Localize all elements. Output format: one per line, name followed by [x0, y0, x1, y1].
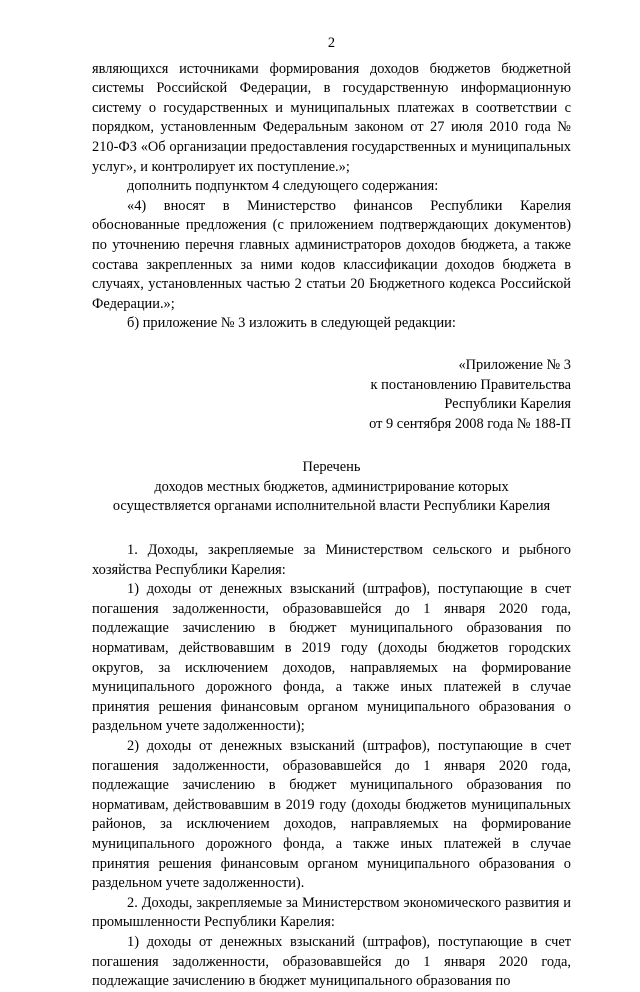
intro-paragraph-1: являющихся источниками формирования доходов бюджетов бюджетной системы Российской Федерации, в государственную информационную систему о государственных и муниципальных платежах в соответствии с порядком, установленным Федеральным законом от 27 июля 2010 года № 210-ФЗ «Об организации предоставления государственных и муниципальных услуг», и контролирует их поступление.»; — [92, 60, 571, 175]
section-1-item-2: 2) доходы от денежных взысканий (штрафов), поступающие в счет погашения задолженности, образовавшейся до 1 января 2020 года, подлежащие зачислению в бюджет муниципального образования по нормативам, действовавшим в 2019 году (доходы бюджетов муниципальных районов, за исключением доходов, направляемых на формирование муниципального дорожного фонда, а также иных платежей в случае принятия решения финансовым органом муниципального образования о раздельном учете задолженности). — [92, 738, 571, 892]
page-number: 2 — [327, 35, 336, 51]
appendix-line-1: «Приложение № 3 — [458, 356, 571, 373]
intro-paragraph-3: «4) вносят в Министерство финансов Республики Карелия обоснованные предложения (с приложением подтверждающих документов) по уточнению перечня главных администраторов доходов бюджета, а также состава закрепленных за ними кодов классификации доходов бюджета в случаях, установленных частью 2 статьи 20 Бюджетного кодекса Российской Федерации.»; — [92, 197, 571, 312]
document-page — [92, 34, 571, 992]
appendix-line-2: к постановлению Правительства — [370, 376, 571, 393]
intro-paragraph-4: б) приложение № 3 изложить в следующей редакции: — [127, 315, 456, 332]
title-line-3: осуществляется органами исполнительной власти Республики Карелия — [112, 498, 551, 515]
section-1-heading: 1. Доходы, закрепляемые за Министерством сельского и рыбного хозяйства Республики Карелия: — [92, 542, 571, 578]
title-line-2: доходов местных бюджетов, администрирование которых — [154, 478, 509, 495]
section-2-item-1: 1) доходы от денежных взысканий (штрафов), поступающие в счет погашения задолженности, образовавшейся до 1 января 2020 года, подлежащие зачислению в бюджет муниципального образования по — [92, 933, 571, 990]
section-1-item-1: 1) доходы от денежных взысканий (штрафов), поступающие в счет погашения задолженности, образовавшейся до 1 января 2020 года, подлежащие зачислению в бюджет муниципального образования по нормативам, действовавшим в 2019 году (доходы бюджетов городских округов, за исключением доходов, направляемых на формирование муниципального дорожного фонда, а также иных платежей в случае принятия решения финансовым органом муниципального образования о раздельном учете задолженности); — [92, 581, 571, 735]
title-line-1: Перечень — [302, 459, 361, 476]
appendix-line-4: от 9 сентября 2008 года № 188-П — [369, 415, 571, 432]
document-title — [92, 458, 571, 517]
section-2-heading: 2. Доходы, закрепляемые за Министерством экономического развития и промышленности Республики Карелия: — [92, 894, 571, 931]
intro-paragraph-2: дополнить подпунктом 4 следующего содержания: — [127, 178, 439, 195]
appendix-line-3: Республики Карелия — [444, 396, 571, 413]
appendix-header — [92, 356, 571, 434]
